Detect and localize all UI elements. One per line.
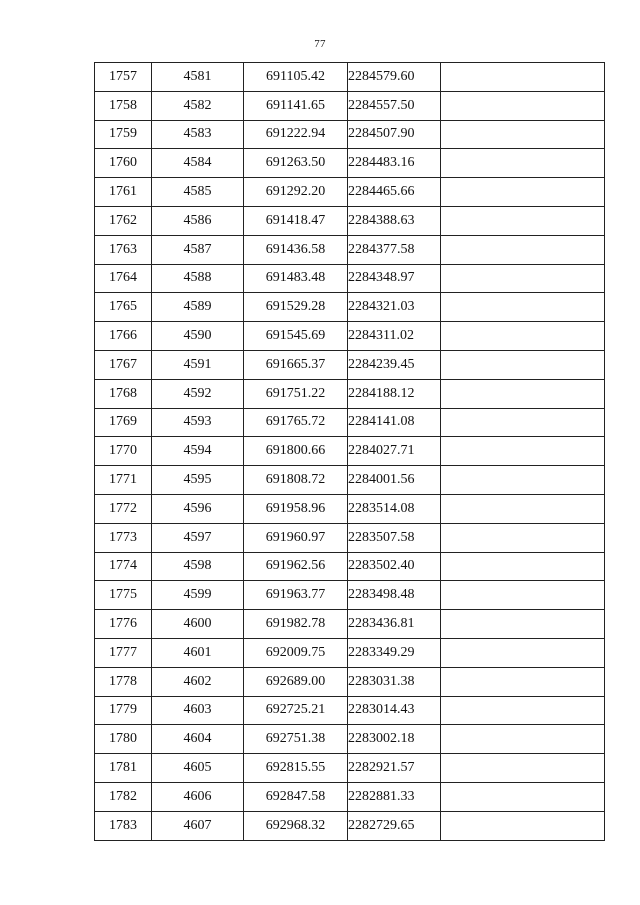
row-index-cell: 1777 (95, 638, 152, 667)
row-index-cell: 1769 (95, 408, 152, 437)
x-coordinate-cell: 692725.21 (244, 696, 348, 725)
x-coordinate-cell: 691808.72 (244, 466, 348, 495)
row-index-cell: 1783 (95, 811, 152, 840)
note-cell (441, 552, 605, 581)
row-index-cell: 1767 (95, 350, 152, 379)
table-row (95, 264, 605, 293)
table-row (95, 638, 605, 667)
note-cell (441, 178, 605, 207)
row-index-cell: 1772 (95, 494, 152, 523)
row-index-cell: 1770 (95, 437, 152, 466)
y-coordinate-cell: 2284348.97 (348, 264, 441, 293)
x-coordinate-cell: 691263.50 (244, 149, 348, 178)
note-cell (441, 91, 605, 120)
x-coordinate-cell: 691141.65 (244, 91, 348, 120)
point-id-cell: 4600 (152, 610, 244, 639)
note-cell (441, 782, 605, 811)
note-cell (441, 437, 605, 466)
row-index-cell: 1775 (95, 581, 152, 610)
table-row (95, 63, 605, 92)
y-coordinate-cell: 2283031.38 (348, 667, 441, 696)
x-coordinate-cell: 691751.22 (244, 379, 348, 408)
y-coordinate-cell: 2284311.02 (348, 322, 441, 351)
note-cell (441, 725, 605, 754)
x-coordinate-cell: 692847.58 (244, 782, 348, 811)
x-coordinate-cell: 691222.94 (244, 120, 348, 149)
row-index-cell: 1779 (95, 696, 152, 725)
y-coordinate-cell: 2284579.60 (348, 63, 441, 92)
point-id-cell: 4594 (152, 437, 244, 466)
point-id-cell: 4591 (152, 350, 244, 379)
point-id-cell: 4582 (152, 91, 244, 120)
table-row (95, 696, 605, 725)
note-cell (441, 63, 605, 92)
y-coordinate-cell: 2283507.58 (348, 523, 441, 552)
y-coordinate-cell: 2282729.65 (348, 811, 441, 840)
y-coordinate-cell: 2284507.90 (348, 120, 441, 149)
y-coordinate-cell: 2283002.18 (348, 725, 441, 754)
table-row (95, 235, 605, 264)
note-cell (441, 264, 605, 293)
x-coordinate-cell: 692751.38 (244, 725, 348, 754)
y-coordinate-cell: 2283014.43 (348, 696, 441, 725)
note-cell (441, 494, 605, 523)
note-cell (441, 235, 605, 264)
note-cell (441, 523, 605, 552)
row-index-cell: 1764 (95, 264, 152, 293)
row-index-cell: 1763 (95, 235, 152, 264)
table-row (95, 667, 605, 696)
y-coordinate-cell: 2283498.48 (348, 581, 441, 610)
point-id-cell: 4584 (152, 149, 244, 178)
table-row (95, 408, 605, 437)
point-id-cell: 4585 (152, 178, 244, 207)
point-id-cell: 4590 (152, 322, 244, 351)
table-row (95, 91, 605, 120)
point-id-cell: 4596 (152, 494, 244, 523)
point-id-cell: 4602 (152, 667, 244, 696)
x-coordinate-cell: 691665.37 (244, 350, 348, 379)
note-cell (441, 696, 605, 725)
point-id-cell: 4586 (152, 206, 244, 235)
x-coordinate-cell: 691545.69 (244, 322, 348, 351)
table-row (95, 149, 605, 178)
row-index-cell: 1766 (95, 322, 152, 351)
y-coordinate-cell: 2284239.45 (348, 350, 441, 379)
x-coordinate-cell: 691483.48 (244, 264, 348, 293)
x-coordinate-cell: 691962.56 (244, 552, 348, 581)
note-cell (441, 350, 605, 379)
row-index-cell: 1781 (95, 754, 152, 783)
coordinates-table-body (95, 63, 605, 841)
table-row (95, 754, 605, 783)
point-id-cell: 4589 (152, 293, 244, 322)
point-id-cell: 4593 (152, 408, 244, 437)
y-coordinate-cell: 2283514.08 (348, 494, 441, 523)
table-row (95, 379, 605, 408)
y-coordinate-cell: 2284377.58 (348, 235, 441, 264)
y-coordinate-cell: 2284557.50 (348, 91, 441, 120)
x-coordinate-cell: 691958.96 (244, 494, 348, 523)
y-coordinate-cell: 2284027.71 (348, 437, 441, 466)
y-coordinate-cell: 2282921.57 (348, 754, 441, 783)
x-coordinate-cell: 691436.58 (244, 235, 348, 264)
table-row (95, 293, 605, 322)
row-index-cell: 1771 (95, 466, 152, 495)
y-coordinate-cell: 2284465.66 (348, 178, 441, 207)
y-coordinate-cell: 2282881.33 (348, 782, 441, 811)
x-coordinate-cell: 692689.00 (244, 667, 348, 696)
y-coordinate-cell: 2283349.29 (348, 638, 441, 667)
point-id-cell: 4587 (152, 235, 244, 264)
point-id-cell: 4599 (152, 581, 244, 610)
y-coordinate-cell: 2284001.56 (348, 466, 441, 495)
row-index-cell: 1782 (95, 782, 152, 811)
note-cell (441, 811, 605, 840)
table-row (95, 552, 605, 581)
note-cell (441, 293, 605, 322)
note-cell (441, 149, 605, 178)
x-coordinate-cell: 691105.42 (244, 63, 348, 92)
note-cell (441, 322, 605, 351)
x-coordinate-cell: 691418.47 (244, 206, 348, 235)
row-index-cell: 1760 (95, 149, 152, 178)
y-coordinate-cell: 2283436.81 (348, 610, 441, 639)
x-coordinate-cell: 691765.72 (244, 408, 348, 437)
table-row (95, 206, 605, 235)
note-cell (441, 408, 605, 437)
table-row (95, 350, 605, 379)
x-coordinate-cell: 691963.77 (244, 581, 348, 610)
y-coordinate-cell: 2284188.12 (348, 379, 441, 408)
point-id-cell: 4604 (152, 725, 244, 754)
note-cell (441, 667, 605, 696)
table-row (95, 494, 605, 523)
point-id-cell: 4581 (152, 63, 244, 92)
table-row (95, 437, 605, 466)
point-id-cell: 4588 (152, 264, 244, 293)
table-row (95, 610, 605, 639)
y-coordinate-cell: 2283502.40 (348, 552, 441, 581)
y-coordinate-cell: 2284388.63 (348, 206, 441, 235)
x-coordinate-cell: 692009.75 (244, 638, 348, 667)
row-index-cell: 1776 (95, 610, 152, 639)
point-id-cell: 4607 (152, 811, 244, 840)
table-row (95, 581, 605, 610)
row-index-cell: 1758 (95, 91, 152, 120)
y-coordinate-cell: 2284141.08 (348, 408, 441, 437)
x-coordinate-cell: 691529.28 (244, 293, 348, 322)
x-coordinate-cell: 692815.55 (244, 754, 348, 783)
table-row (95, 178, 605, 207)
note-cell (441, 379, 605, 408)
x-coordinate-cell: 692968.32 (244, 811, 348, 840)
table-row (95, 811, 605, 840)
y-coordinate-cell: 2284483.16 (348, 149, 441, 178)
row-index-cell: 1765 (95, 293, 152, 322)
table-row (95, 322, 605, 351)
row-index-cell: 1778 (95, 667, 152, 696)
note-cell (441, 638, 605, 667)
row-index-cell: 1774 (95, 552, 152, 581)
point-id-cell: 4595 (152, 466, 244, 495)
x-coordinate-cell: 691292.20 (244, 178, 348, 207)
point-id-cell: 4592 (152, 379, 244, 408)
row-index-cell: 1780 (95, 725, 152, 754)
point-id-cell: 4598 (152, 552, 244, 581)
table-row (95, 523, 605, 552)
table-row (95, 120, 605, 149)
note-cell (441, 754, 605, 783)
point-id-cell: 4583 (152, 120, 244, 149)
x-coordinate-cell: 691800.66 (244, 437, 348, 466)
row-index-cell: 1759 (95, 120, 152, 149)
row-index-cell: 1757 (95, 63, 152, 92)
point-id-cell: 4597 (152, 523, 244, 552)
x-coordinate-cell: 691960.97 (244, 523, 348, 552)
note-cell (441, 120, 605, 149)
point-id-cell: 4603 (152, 696, 244, 725)
page-number: 77 (314, 38, 326, 50)
row-index-cell: 1768 (95, 379, 152, 408)
note-cell (441, 610, 605, 639)
row-index-cell: 1761 (95, 178, 152, 207)
coordinates-table (94, 62, 605, 841)
note-cell (441, 206, 605, 235)
y-coordinate-cell: 2284321.03 (348, 293, 441, 322)
point-id-cell: 4606 (152, 782, 244, 811)
point-id-cell: 4601 (152, 638, 244, 667)
row-index-cell: 1762 (95, 206, 152, 235)
table-row (95, 466, 605, 495)
x-coordinate-cell: 691982.78 (244, 610, 348, 639)
table-row (95, 725, 605, 754)
table-row (95, 782, 605, 811)
point-id-cell: 4605 (152, 754, 244, 783)
note-cell (441, 581, 605, 610)
note-cell (441, 466, 605, 495)
row-index-cell: 1773 (95, 523, 152, 552)
